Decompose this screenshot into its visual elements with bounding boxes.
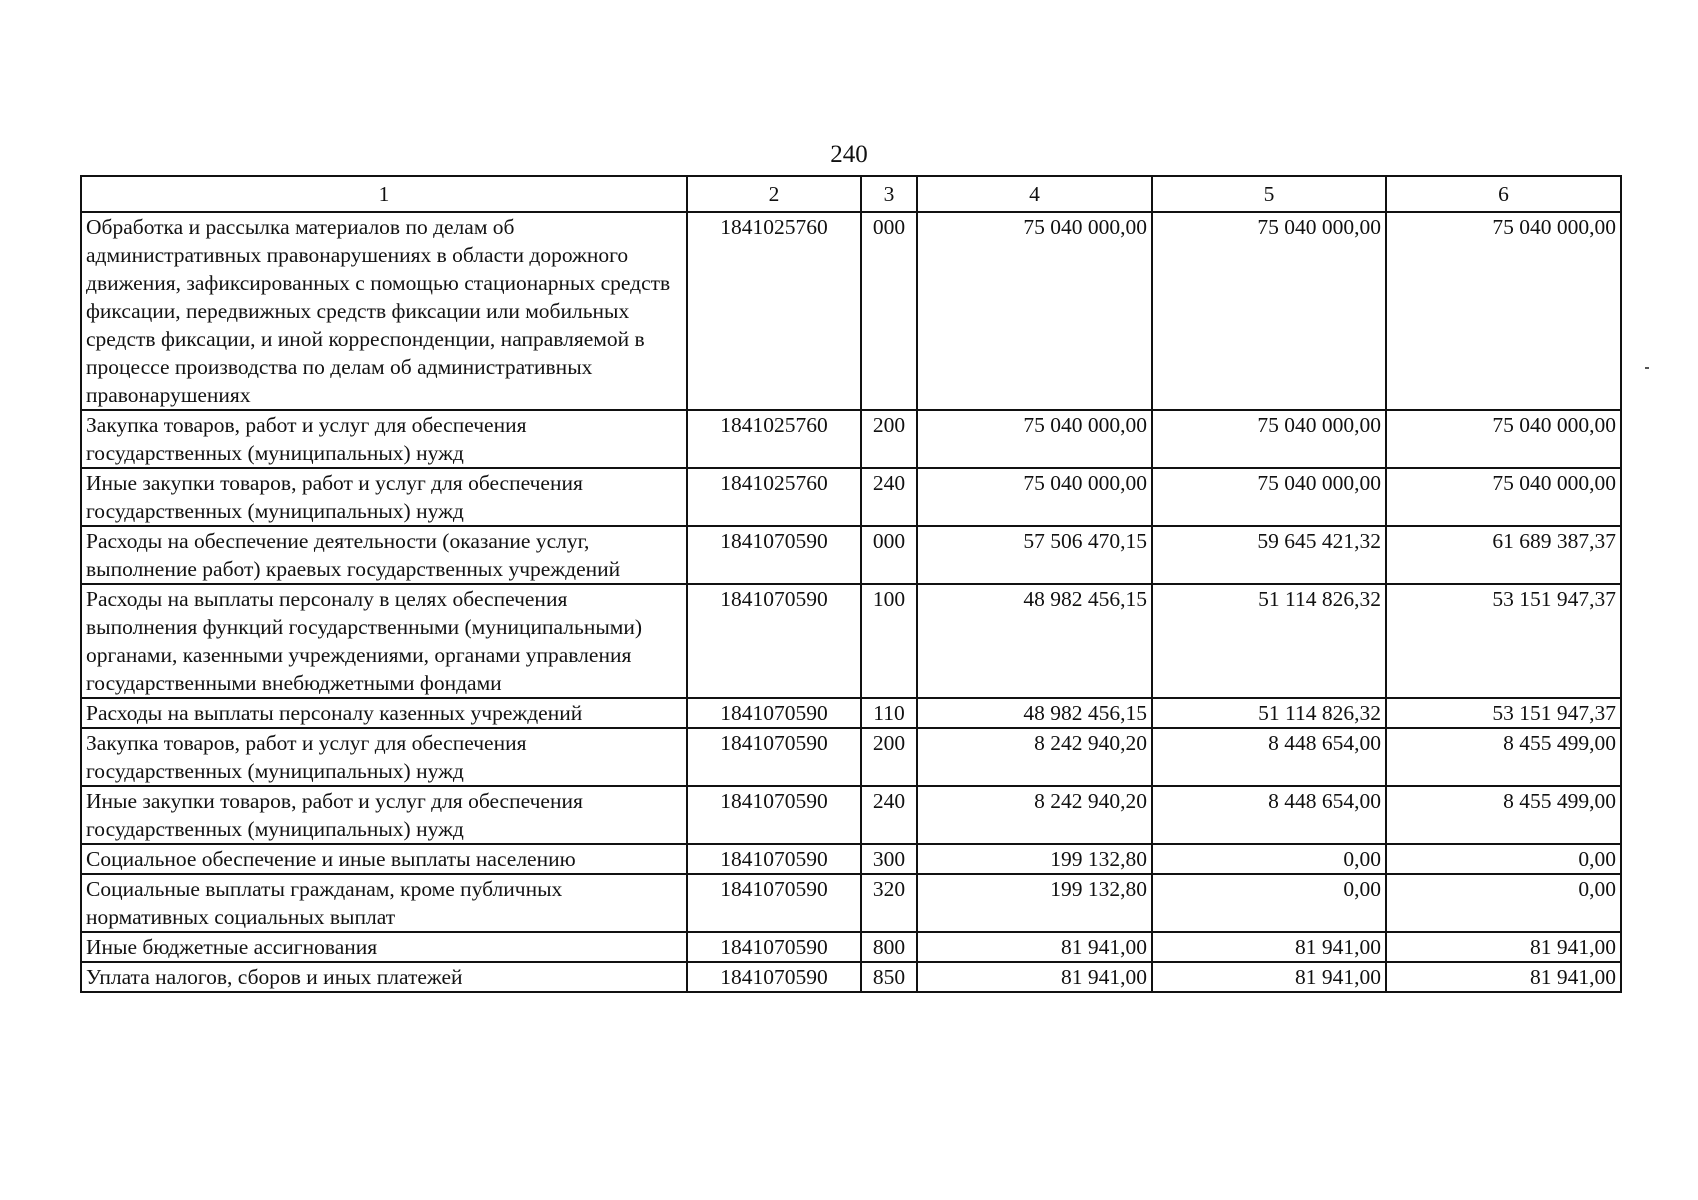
row-target-article-code: 1841025760 (687, 410, 861, 468)
row-expense-type-code: 300 (861, 844, 917, 874)
row-target-article-code: 1841070590 (687, 844, 861, 874)
row-amount-col-4: 75 040 000,00 (917, 212, 1152, 410)
header-col-5: 5 (1152, 176, 1386, 212)
row-amount-col-4: 48 982 456,15 (917, 698, 1152, 728)
row-description: Расходы на выплаты персоналу казенных учреждений (81, 698, 687, 728)
row-amount-col-5: 59 645 421,32 (1152, 526, 1386, 584)
row-amount-col-4: 8 242 940,20 (917, 786, 1152, 844)
row-amount-col-4: 48 982 456,15 (917, 584, 1152, 698)
row-amount-col-5: 0,00 (1152, 874, 1386, 932)
row-description: Социальные выплаты гражданам, кроме публичных нормативных социальных выплат (81, 874, 687, 932)
row-expense-type-code: 200 (861, 728, 917, 786)
row-target-article-code: 1841070590 (687, 932, 861, 962)
row-amount-col-6: 75 040 000,00 (1386, 468, 1621, 526)
row-description: Уплата налогов, сборов и иных платежей (81, 962, 687, 992)
header-row (81, 176, 1621, 212)
table-row (81, 698, 1621, 728)
row-amount-col-4: 75 040 000,00 (917, 410, 1152, 468)
budget-table (80, 175, 1622, 993)
table-row (81, 584, 1621, 698)
table-row (81, 410, 1621, 468)
row-amount-col-5: 75 040 000,00 (1152, 410, 1386, 468)
row-target-article-code: 1841070590 (687, 728, 861, 786)
row-amount-col-5: 0,00 (1152, 844, 1386, 874)
header-col-2: 2 (687, 176, 861, 212)
row-amount-col-4: 81 941,00 (917, 932, 1152, 962)
row-target-article-code: 1841070590 (687, 874, 861, 932)
table-row (81, 526, 1621, 584)
row-amount-col-6: 53 151 947,37 (1386, 584, 1621, 698)
row-expense-type-code: 000 (861, 212, 917, 410)
row-amount-col-6: 0,00 (1386, 874, 1621, 932)
row-description: Иные закупки товаров, работ и услуг для обеспечения государственных (муниципальных) нужд (81, 468, 687, 526)
row-amount-col-6: 81 941,00 (1386, 932, 1621, 962)
row-amount-col-5: 8 448 654,00 (1152, 728, 1386, 786)
row-target-article-code: 1841070590 (687, 962, 861, 992)
row-amount-col-6: 8 455 499,00 (1386, 728, 1621, 786)
table-row (81, 786, 1621, 844)
row-description: Закупка товаров, работ и услуг для обеспечения государственных (муниципальных) нужд (81, 728, 687, 786)
row-amount-col-6: 0,00 (1386, 844, 1621, 874)
row-amount-col-4: 75 040 000,00 (917, 468, 1152, 526)
page-number: 240 (830, 141, 868, 168)
row-amount-col-4: 199 132,80 (917, 844, 1152, 874)
scan-artifact (1645, 367, 1649, 369)
header-col-3: 3 (861, 176, 917, 212)
row-amount-col-4: 57 506 470,15 (917, 526, 1152, 584)
header-col-6: 6 (1386, 176, 1621, 212)
row-amount-col-4: 81 941,00 (917, 962, 1152, 992)
row-expense-type-code: 200 (861, 410, 917, 468)
row-expense-type-code: 100 (861, 584, 917, 698)
row-expense-type-code: 240 (861, 468, 917, 526)
row-description: Обработка и рассылка материалов по делам об административных правонарушениях в области дорожного движения, зафиксированных с помощью стационарных средств фиксации, передвижных средств фиксации или мобильных средств фиксации, и иной корреспонденции, направляемой в процессе производства по делам об административных правонарушениях (81, 212, 687, 410)
row-target-article-code: 1841025760 (687, 468, 861, 526)
row-amount-col-5: 51 114 826,32 (1152, 698, 1386, 728)
row-amount-col-6: 53 151 947,37 (1386, 698, 1621, 728)
row-expense-type-code: 000 (861, 526, 917, 584)
row-description: Закупка товаров, работ и услуг для обеспечения государственных (муниципальных) нужд (81, 410, 687, 468)
row-description: Расходы на обеспечение деятельности (оказание услуг, выполнение работ) краевых государственных учреждений (81, 526, 687, 584)
row-expense-type-code: 320 (861, 874, 917, 932)
row-description: Иные закупки товаров, работ и услуг для обеспечения государственных (муниципальных) нужд (81, 786, 687, 844)
row-expense-type-code: 240 (861, 786, 917, 844)
row-amount-col-5: 81 941,00 (1152, 932, 1386, 962)
row-amount-col-6: 75 040 000,00 (1386, 410, 1621, 468)
row-amount-col-6: 8 455 499,00 (1386, 786, 1621, 844)
row-expense-type-code: 800 (861, 932, 917, 962)
row-amount-col-6: 81 941,00 (1386, 962, 1621, 992)
row-target-article-code: 1841070590 (687, 526, 861, 584)
row-target-article-code: 1841070590 (687, 786, 861, 844)
row-amount-col-5: 8 448 654,00 (1152, 786, 1386, 844)
row-expense-type-code: 850 (861, 962, 917, 992)
row-target-article-code: 1841025760 (687, 212, 861, 410)
table-row (81, 874, 1621, 932)
row-description: Иные бюджетные ассигнования (81, 932, 687, 962)
table-row (81, 962, 1621, 992)
row-description: Социальное обеспечение и иные выплаты населению (81, 844, 687, 874)
table-row (81, 932, 1621, 962)
header-col-4: 4 (917, 176, 1152, 212)
table-row (81, 212, 1621, 410)
row-amount-col-4: 8 242 940,20 (917, 728, 1152, 786)
row-amount-col-4: 199 132,80 (917, 874, 1152, 932)
row-amount-col-5: 75 040 000,00 (1152, 468, 1386, 526)
row-amount-col-6: 75 040 000,00 (1386, 212, 1621, 410)
row-target-article-code: 1841070590 (687, 698, 861, 728)
row-expense-type-code: 110 (861, 698, 917, 728)
table-row (81, 468, 1621, 526)
row-description: Расходы на выплаты персоналу в целях обеспечения выполнения функций государственными (муниципальными) органами, казенными учреждениями, органами управления государственными внебюджетными фондами (81, 584, 687, 698)
row-target-article-code: 1841070590 (687, 584, 861, 698)
row-amount-col-5: 51 114 826,32 (1152, 584, 1386, 698)
row-amount-col-6: 61 689 387,37 (1386, 526, 1621, 584)
row-amount-col-5: 81 941,00 (1152, 962, 1386, 992)
table-header (81, 176, 1621, 212)
table-body (81, 212, 1621, 992)
header-col-1: 1 (81, 176, 687, 212)
table-row (81, 844, 1621, 874)
table-row (81, 728, 1621, 786)
row-amount-col-5: 75 040 000,00 (1152, 212, 1386, 410)
